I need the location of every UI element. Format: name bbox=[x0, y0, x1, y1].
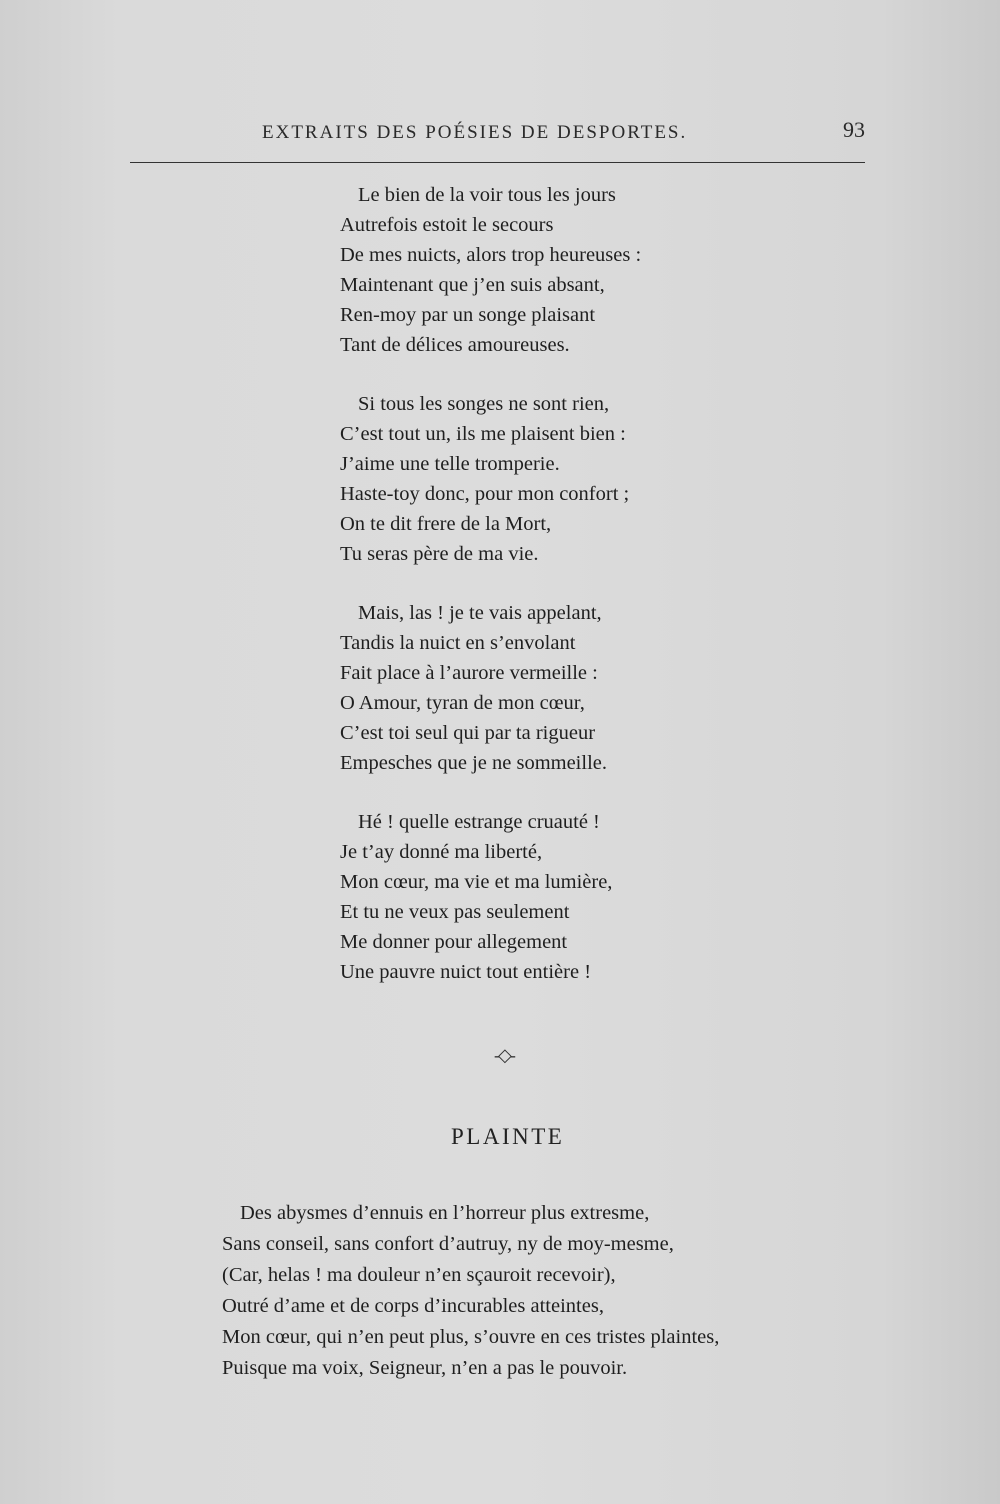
header-rule bbox=[130, 162, 865, 163]
stanza-4 bbox=[340, 807, 760, 987]
verse-line: Le bien de la voir tous les jours bbox=[358, 184, 616, 206]
page-number: 93 bbox=[843, 117, 865, 142]
verse-line: O Amour, tyran de mon cœur, bbox=[340, 692, 585, 714]
section-title: PLAINTE bbox=[451, 1124, 565, 1149]
verse-line: Hé ! quelle estrange cruauté ! bbox=[358, 811, 600, 833]
verse-line: Empesches que je ne sommeille. bbox=[340, 752, 607, 774]
stanza-3 bbox=[340, 598, 760, 778]
plainte-poem bbox=[222, 1198, 842, 1384]
verse-line: Fait place à l’aurore vermeille : bbox=[340, 662, 598, 684]
verse-line: Si tous les songes ne sont rien, bbox=[358, 393, 610, 415]
verse-line: J’aime une telle tromperie. bbox=[340, 453, 560, 475]
verse-line: Une pauvre nuict tout entière ! bbox=[340, 961, 592, 983]
verse-line: On te dit frere de la Mort, bbox=[340, 513, 552, 535]
verse-line: Mon cœur, qui n’en peut plus, s’ouvre en ces tristes plaintes, bbox=[222, 1326, 720, 1348]
verse-line: Mais, las ! je te vais appelant, bbox=[358, 602, 602, 624]
stanza-1 bbox=[340, 180, 760, 360]
verse-line: Tandis la nuict en s’envolant bbox=[340, 632, 576, 654]
verse-line: C’est tout un, ils me plaisent bien : bbox=[340, 423, 626, 445]
verse-line: Outré d’ame et de corps d’incurables atteintes, bbox=[222, 1295, 604, 1317]
poem bbox=[340, 180, 760, 1016]
verse-line: C’est toi seul qui par ta rigueur bbox=[340, 722, 596, 744]
verse-line: Et tu ne veux pas seulement bbox=[340, 901, 570, 923]
verse-line: Autrefois estoit le secours bbox=[340, 214, 554, 236]
verse-line: Me donner pour allegement bbox=[340, 931, 568, 953]
verse-line: Maintenant que j’en suis absant, bbox=[340, 274, 605, 296]
verse-line: (Car, helas ! ma douleur n’en sçauroit recevoir), bbox=[222, 1264, 616, 1286]
verse-line: Puisque ma voix, Seigneur, n’en a pas le pouvoir. bbox=[222, 1357, 628, 1379]
verse-line: Sans conseil, sans confort d’autruy, ny de moy-mesme, bbox=[222, 1233, 674, 1255]
verse-line: Des abysmes d’ennuis en l’horreur plus extresme, bbox=[240, 1202, 650, 1224]
verse-line: De mes nuicts, alors trop heureuses : bbox=[340, 244, 642, 266]
verse-line: Haste-toy donc, pour mon confort ; bbox=[340, 483, 630, 505]
running-title: EXTRAITS DES POÉSIES DE DESPORTES. bbox=[262, 122, 688, 143]
verse-line: Tu seras père de ma vie. bbox=[340, 543, 539, 565]
verse-line: Mon cœur, ma vie et ma lumière, bbox=[340, 871, 613, 893]
verse-line: Je t’ay donné ma liberté, bbox=[340, 841, 543, 863]
section-ornament: -◇- bbox=[494, 1045, 514, 1065]
stanza-2 bbox=[340, 389, 760, 569]
verse-line: Tant de délices amoureuses. bbox=[340, 334, 570, 356]
verse-line: Ren-moy par un songe plaisant bbox=[340, 304, 596, 326]
